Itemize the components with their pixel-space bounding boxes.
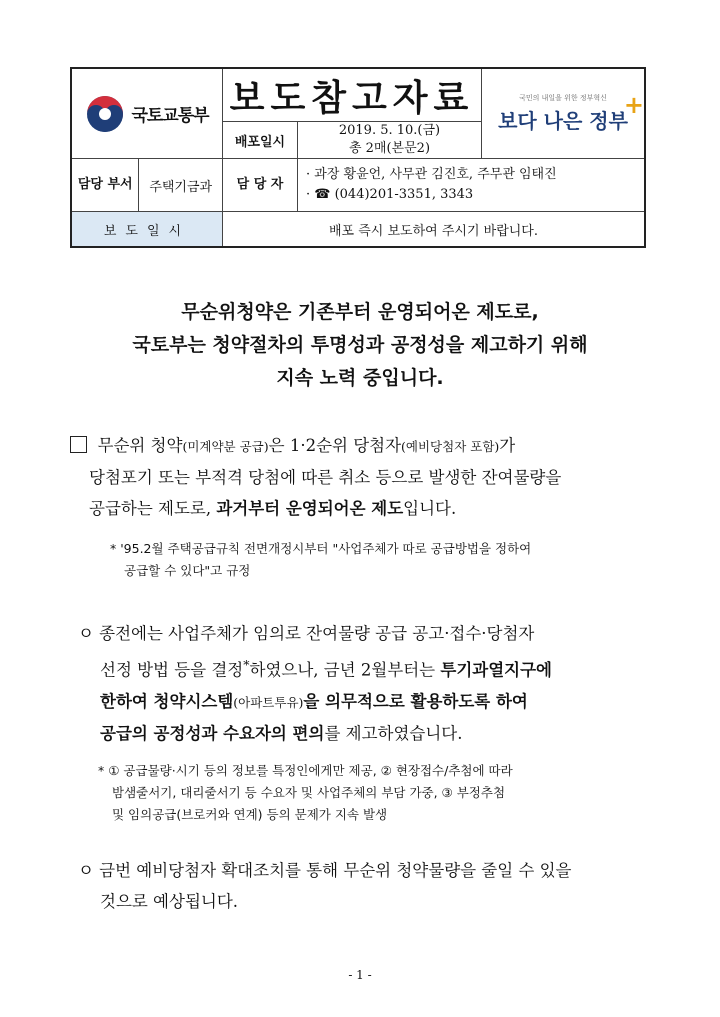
- headline-line-1: 무순위청약은 기존부터 운영되어온 제도로,: [181, 301, 539, 323]
- footnote-2: [98, 760, 678, 826]
- headline-line-2: 국토부는 청약절차의 투명성과 공정성을 제고하기 위해: [132, 334, 588, 356]
- p1-text-a: 무순위 청약: [97, 436, 183, 455]
- p2-line-4: [78, 718, 678, 749]
- p1-text-c: 은 1·2순위 당첨자: [268, 436, 402, 455]
- note2-line-2: 밤샘줄서기, 대리줄서기 등 수요자 및 사업주체의 부담 가중, ③ 부정추첨: [112, 785, 506, 800]
- paragraph-1: [70, 430, 670, 524]
- page-count-text: 총 2매(본문2): [348, 141, 431, 156]
- release-date-label: 배포일시: [223, 122, 298, 159]
- p1-line3-a: 공급하는 제도로,: [89, 499, 217, 518]
- headline: [40, 296, 680, 395]
- plus-icon: +: [623, 91, 644, 119]
- embargo-label: 보도일시: [71, 212, 223, 248]
- p2-line3-bold-2: 을 의무적으로 활용하도록 하여: [303, 691, 528, 711]
- dept-cell: [71, 159, 223, 212]
- p3-line-2: 것으로 예상됩니다.: [100, 892, 239, 911]
- note2-line-1: * ① 공급물량·시기 등의 정보를 특정인에게만 제공, ② 현장접수/추첨에 따라: [98, 763, 513, 778]
- paragraph-3: [78, 855, 678, 917]
- manager-phone: · ☎ (044)201-3351, 3343: [306, 187, 474, 202]
- release-date-value: [298, 122, 482, 159]
- note1-line-1: * '95.2월 주택공급규칙 전면개정시부터 "사업주체가 따로 공급방법을 정하여: [110, 541, 532, 556]
- p2-line4-bold: 공급의 공정성과 수요자의 편의: [100, 723, 325, 743]
- p2-line3-bold: 한하여 청약시스템: [100, 691, 234, 711]
- gov-slogan-cell: [482, 68, 646, 159]
- p1-text-d: (예비당첨자 포함): [401, 439, 500, 454]
- p2-line4-b: 를 제고하였습니다.: [324, 723, 463, 743]
- paragraph-2: [78, 618, 678, 749]
- dept-value: 주택기금과: [149, 179, 213, 195]
- p3-line-1: ㅇ 금번 예비당첨자 확대조치를 통해 무순위 청약물량을 줄일 수 있을: [78, 861, 572, 880]
- note2-line-3: 및 임의공급(브로커와 연계) 등의 문제가 지속 발생: [112, 807, 388, 822]
- gov-slogan-text: 보다 나은 정부: [498, 109, 628, 133]
- note1-line-2: 공급할 수 있다"고 규정: [124, 563, 251, 578]
- press-header-table: [70, 67, 646, 248]
- p1-line3-c: 입니다.: [403, 499, 457, 518]
- p2-line3-small: (아파트투유): [233, 694, 304, 710]
- p1-line-2: 당첨포기 또는 부적격 당첨에 따른 취소 등으로 발생한 잔여물량을: [89, 468, 562, 487]
- p2-line-2: [78, 649, 678, 686]
- dept-label: 담당 부서: [72, 159, 139, 211]
- footnote-1: [110, 538, 670, 582]
- p1-line-3: [70, 493, 670, 524]
- embargo-value: 배포 즉시 보도하여 주시기 바랍니다.: [223, 212, 646, 248]
- gov-slogan-small: 국민의 내일을 위한 정부혁신: [519, 94, 607, 102]
- manager-contact: [298, 159, 646, 212]
- p2-line2-b: 하였으나, 금년 2월부터는: [249, 660, 441, 680]
- taegeuk-emblem-icon: [85, 94, 125, 134]
- page-number: - 1 -: [348, 968, 372, 982]
- headline-line-3: 지속 노력 중입니다.: [276, 367, 444, 389]
- manager-label: 담 당 자: [223, 159, 298, 212]
- p2-line-3: [78, 686, 678, 718]
- ministry-name: 국토교통부: [131, 106, 209, 126]
- p2-footnote-mark: *: [243, 657, 250, 672]
- ministry-logo-cell: [71, 68, 223, 159]
- document-type-title: 보도참고자료: [223, 68, 482, 122]
- manager-names: · 과장 황윤언, 사무관 김진호, 주무관 임태진: [306, 167, 557, 182]
- p2-line-1: ㅇ 종전에는 사업주체가 임의로 잔여물량 공급 공고·접수·당첨자: [78, 624, 535, 643]
- p2-line2-a: 선정 방법 등을 결정: [100, 660, 244, 680]
- p1-text-b: (미계약분 공급): [182, 439, 269, 454]
- square-bullet-icon: [70, 436, 87, 453]
- date-text: 2019. 5. 10.(금): [338, 123, 441, 138]
- p2-line2-bold: 투기과열지구에: [440, 660, 552, 680]
- p1-line3-bold: 과거부터 운영되어온 제도: [216, 499, 404, 518]
- p1-text-e: 가: [499, 436, 516, 455]
